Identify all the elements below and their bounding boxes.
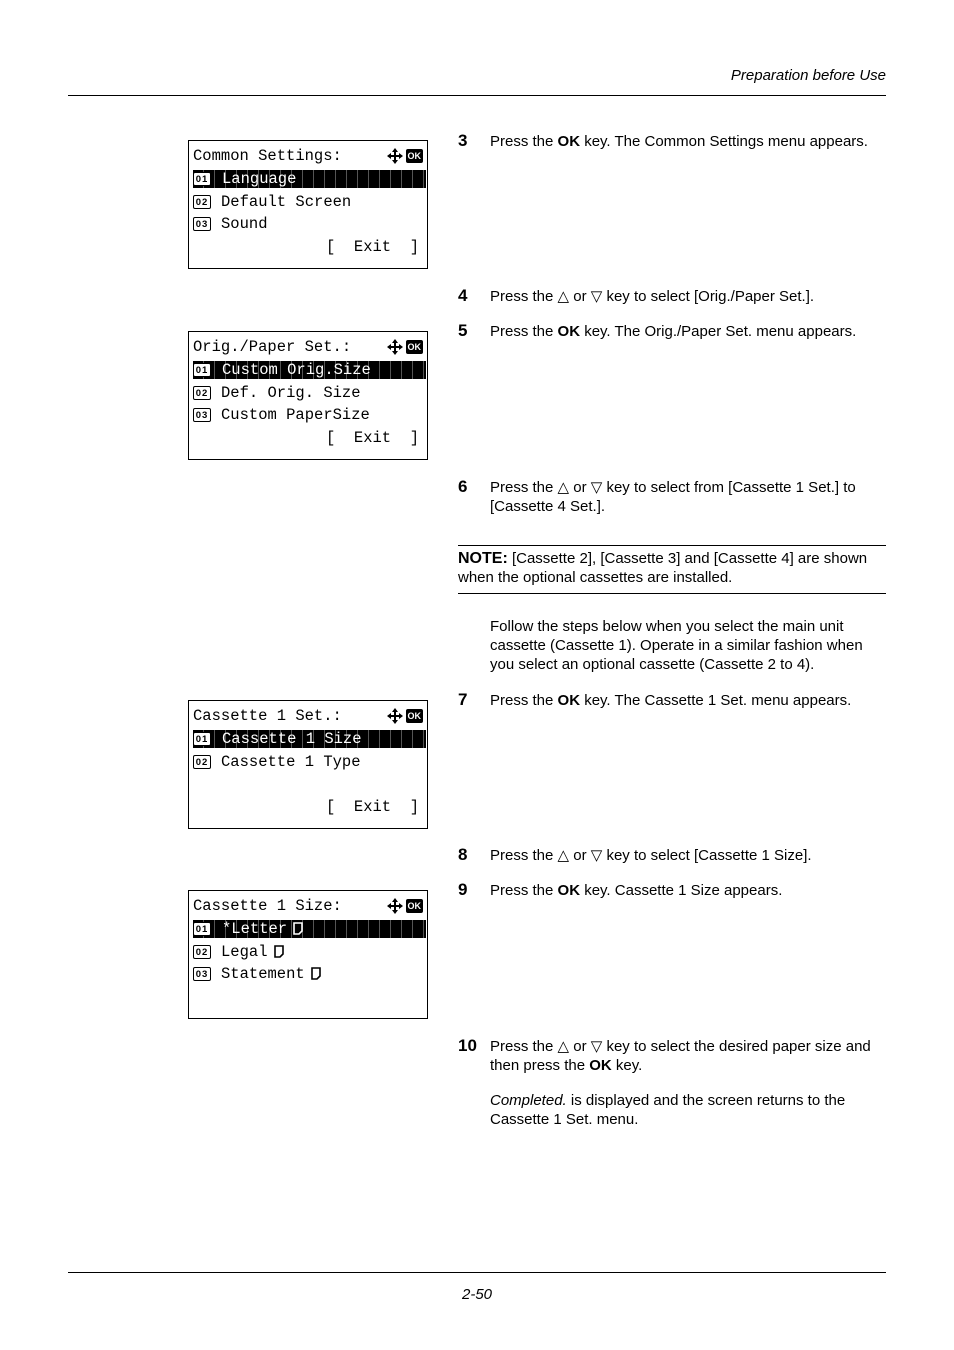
ok-icon: OK: [407, 711, 421, 721]
four-way-arrow-icon: [387, 339, 403, 355]
item-number: 01: [193, 172, 211, 186]
step-number: 4: [458, 286, 468, 305]
item-number: 03: [193, 408, 211, 422]
completed-paragraph: Completed. is displayed and the screen returns to the Cassette 1 Set. menu.: [490, 1092, 846, 1128]
step-text: Press the OK key. The Cassette 1 Set. menu appears.: [490, 692, 852, 709]
item-number: 02: [193, 755, 211, 769]
item-label: Default Screen: [221, 193, 352, 211]
item-number: 03: [193, 217, 211, 231]
item-number: 01: [193, 363, 211, 377]
lcd-title: Orig./Paper Set.:: [193, 338, 352, 356]
step-number: 10: [458, 1036, 477, 1055]
step-number: 3: [458, 131, 468, 150]
lcd-title: Cassette 1 Set.:: [193, 707, 342, 725]
section-title: Preparation before Use: [730, 67, 886, 84]
lcd-item-selected: [193, 361, 426, 379]
item-number: 02: [193, 386, 211, 400]
lcd-title: Cassette 1 Size:: [193, 897, 342, 915]
item-label: Def. Orig. Size: [221, 384, 361, 402]
note-rule-top: [458, 545, 886, 546]
item-number: 02: [193, 945, 211, 959]
step-text: Press the OK key. The Orig./Paper Set. menu appears.: [490, 323, 857, 340]
note: NOTE: [Cassette 2], [Cassette 3] and [Cassette 4] are shown when the optional cassettes are installed.: [458, 550, 868, 586]
lcd-exit: [ Exit ]: [325, 798, 419, 816]
step-number: 5: [458, 321, 468, 340]
item-number: 02: [193, 195, 211, 209]
page-number: 2-50: [461, 1286, 493, 1303]
lcd-item: [193, 965, 427, 983]
lcd-exit: [ Exit ]: [325, 429, 419, 447]
item-number: 01: [193, 922, 211, 936]
lcd-title: Common Settings:: [193, 147, 342, 165]
note-rule-bottom: [458, 593, 886, 594]
item-label: *Letter: [222, 920, 288, 938]
four-way-arrow-icon: [387, 708, 403, 724]
item-number: 01: [193, 732, 211, 746]
item-number: 03: [193, 967, 211, 981]
lcd-common-settings: [188, 140, 428, 269]
paper-portrait-icon: [311, 967, 321, 980]
lcd-item: [193, 384, 427, 402]
item-label: Sound: [221, 215, 268, 233]
instruction-paragraph: Follow the steps below when you select the main unit cassette (Cassette 1). Operate in a similar fashion when you select an optional cassette (Cassette 2 to 4).: [490, 618, 863, 673]
item-label: Language: [222, 170, 297, 188]
lcd-item: [193, 215, 427, 233]
ok-icon: OK: [407, 151, 421, 161]
step-number: 7: [458, 690, 468, 709]
item-label: Custom PaperSize: [221, 406, 370, 424]
paper-portrait-icon: [293, 922, 303, 935]
lcd-cassette-1-size: [188, 890, 428, 1019]
step-number: 6: [458, 477, 468, 496]
step-number: 9: [458, 880, 468, 899]
step-text: Press the OK key. Cassette 1 Size appears.: [490, 882, 783, 899]
item-label: Statement: [221, 965, 305, 983]
item-label: Custom Orig.Size: [222, 361, 371, 379]
item-label: Cassette 1 Size: [222, 730, 362, 748]
four-way-arrow-icon: [387, 148, 403, 164]
lcd-item: [193, 406, 427, 424]
lcd-item: [193, 943, 427, 961]
item-label: Legal: [221, 943, 268, 961]
lcd-item: [193, 193, 427, 211]
item-label: Cassette 1 Type: [221, 753, 361, 771]
paper-portrait-icon: [274, 945, 284, 958]
lcd-item: [193, 753, 427, 771]
header-rule: [68, 95, 886, 96]
lcd-orig-paper-set: [188, 331, 428, 460]
nav-ok-indicator: [387, 148, 424, 164]
nav-ok-indicator: [387, 708, 424, 724]
nav-ok-indicator: [387, 898, 424, 914]
four-way-arrow-icon: [387, 898, 403, 914]
step-text: Press the △ or ▽ key to select [Orig./Paper Set.].: [490, 288, 815, 305]
lcd-item-selected: [193, 920, 426, 938]
step-text: Press the △ or ▽ key to select from [Cassette 1 Set.] to [Cassette 4 Set.].: [490, 479, 856, 515]
ok-icon: OK: [407, 342, 421, 352]
step-text: Press the △ or ▽ key to select the desired paper size and then press the OK key.: [490, 1038, 871, 1074]
lcd-cassette-1-set: [188, 700, 428, 829]
ok-icon: OK: [407, 901, 421, 911]
lcd-exit: [ Exit ]: [325, 238, 419, 256]
step-text: Press the △ or ▽ key to select [Cassette 1 Size].: [490, 847, 812, 864]
step-text: Press the OK key. The Common Settings menu appears.: [490, 133, 868, 150]
nav-ok-indicator: [387, 339, 424, 355]
lcd-item-selected: [193, 730, 426, 748]
step-number: 8: [458, 845, 468, 864]
footer-rule: [68, 1272, 886, 1273]
lcd-item-selected: [193, 170, 426, 188]
